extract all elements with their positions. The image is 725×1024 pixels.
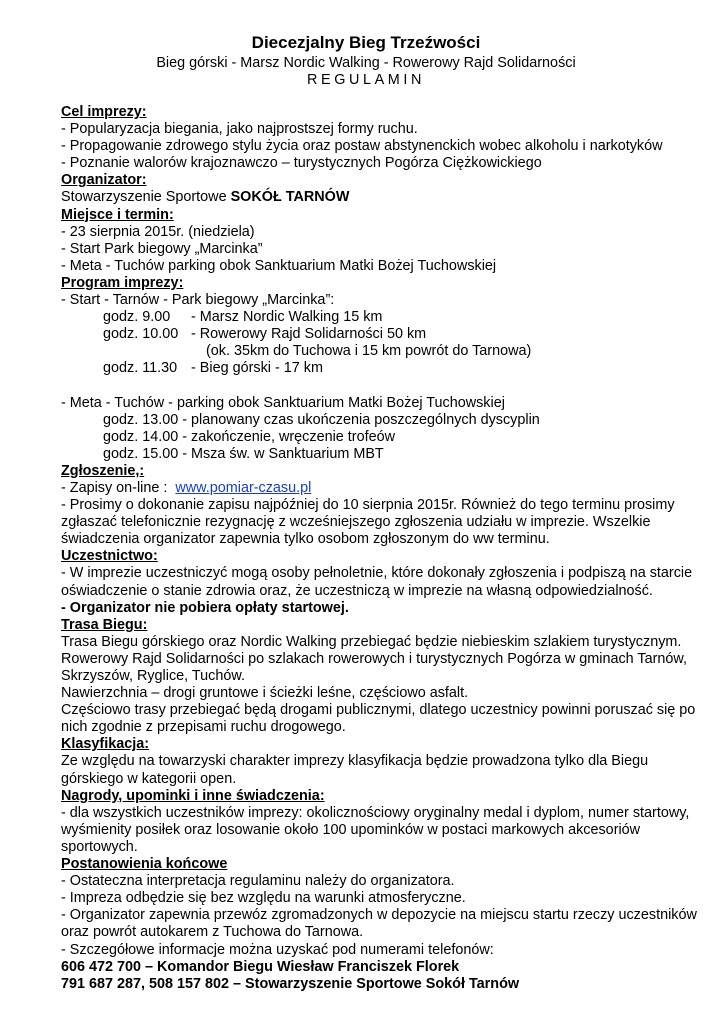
list-item: - Szczegółowe informacje można uzyskać pod numerami telefonów: [61,941,494,958]
online-registration [61,480,711,497]
list-item: - Meta - Tuchów parking obok Sanktuarium Matki Bożej Tuchowskiej [61,257,497,274]
section-zgloszenie [61,463,711,548]
schedule-text: - Rowerowy Rajd Solidarności 50 km [191,326,427,343]
classification-text: Ze względu na towarzyski charakter imprezy klasyfikacja będzie prowadzona tylko dla Biegu górskiego w kategorii open. [61,753,649,787]
section-trasa [61,617,711,737]
route-paragraph: Nawierzchnia – drogi gruntowe i ścieżki leśne, częściowo asfalt. [61,685,469,702]
section-heading: Miejsce i termin: [61,206,174,223]
section-heading: Organizator: [61,172,147,189]
organizer-name: SOKÓŁ TARNÓW [230,189,350,206]
document-header [61,32,671,89]
schedule-item [61,326,711,343]
schedule-text: - Marsz Nordic Walking 15 km [191,309,383,326]
document [61,32,711,993]
list-item: - Ostateczna interpretacja regulaminu należy do organizatora. [61,873,455,890]
document-subtitle: Bieg górski - Marsz Nordic Walking - Rowerowy Rajd Solidarności [156,55,576,71]
schedule-text: - Bieg górski - 17 km [191,360,323,377]
route-paragraph: Trasa Biegu górskiego oraz Nordic Walking przebiegać będzie niebieskim szlakiem turystycznym. Rowerowy Rajd Solidarności po szlakach rowerowych i turystycznych Pogórza w gminach Tarnów, Skrzyszów, Ryglice, Tuchów. [61,633,687,684]
contact-line: 606 472 700 – Komandor Biegu Wiesław Franciszek Florek [61,958,460,975]
section-miejsce [61,207,711,275]
section-uczestnictwo [61,548,711,616]
list-item: - Poznanie walorów krajoznawczo – turystycznych Pogórza Ciężkowickiego [61,155,542,172]
list-item: - Start Park biegowy „Marcinka” [61,240,263,257]
schedule-note: (ok. 35km do Tuchowa i 15 km powrót do Tarnowa) [206,343,532,360]
schedule-time: godz. 11.30 [103,360,178,377]
program-start: - Start - Tarnów - Park biegowy „Marcinka”: [61,292,335,309]
organizer-prefix: Stowarzyszenie Sportowe [61,189,231,206]
section-klasyfikacja [61,736,711,787]
route-paragraph: Częściowo trasy przebiegać będą drogami publicznymi, dlatego uczestnicy powinni poruszać się po nich zgodnie z przepisami ruchu drogowego. [61,702,696,736]
schedule-time: godz. 10.00 [103,326,179,343]
schedule-time: godz. 9.00 [103,309,171,326]
section-program [61,275,711,463]
list-item: - Impreza odbędzie się bez względu na warunki atmosferyczne. [61,890,466,907]
schedule-item: godz. 15.00 - Msza św. w Sanktuarium MBT [103,445,384,462]
list-item: - Popularyzacja biegania, jako najprostszej formy ruchu. [61,121,418,138]
regulamin-label: REGULAMIN [307,72,425,88]
registration-link[interactable]: www.pomiar-czasu.pl [175,479,312,496]
list-item: - Propagowanie zdrowego stylu życia oraz postaw abstynenckich wobec alkoholu i narkotyków [61,138,663,155]
awards-text: - dla wszystkich uczestników imprezy: okolicznościowy oryginalny medal i dyplom, numer startowy, wyśmienity posiłek oraz losowanie około 100 upominków w postaci markowych akcesoriów sportowych. [61,804,690,855]
registration-text: - Prosimy o dokonanie zapisu najpóźniej do 10 sierpnia 2015r. Również do tego terminu prosimy zgłaszać telefonicznie rezygnację z wcześniejszego zgłoszenia udziału w imprezie. Wszelkie świadczenia organizator zapewnia tylko osobom zgłoszonym do ww terminu. [61,497,675,548]
list-item: - 23 sierpnia 2015r. (niedziela) [61,223,255,240]
section-heading: Postanowienia końcowe [61,856,228,873]
section-organizator [61,172,711,206]
section-heading: Cel imprezy: [61,104,147,120]
section-heading: Nagrody, upominki i inne świadczenia: [61,787,325,804]
schedule-item: godz. 14.00 - zakończenie, wręczenie trofeów [103,428,395,445]
online-prefix: - Zapisy on-line : [61,479,176,496]
participation-text: - W imprezie uczestniczyć mogą osoby pełnoletnie, które dokonały zgłoszenia i podpiszą na starcie oświadczenie o stanie zdrowia oraz, że uczestniczą w imprezie na własną odpowiedzialność. [61,565,693,599]
contact-line: 791 687 287, 508 157 802 – Stowarzyszenie Sportowe Sokół Tarnów [61,975,520,992]
schedule-item [61,309,711,326]
program-meta: - Meta - Tuchów - parking obok Sanktuarium Matki Bożej Tuchowskiej [61,394,505,411]
list-item: - Organizator zapewnia przewóz zgromadzonych w depozycie na miejscu startu rzeczy uczestników oraz powrót autokarem z Tuchowa do Tarnowa. [61,907,697,941]
section-heading: Program imprezy: [61,274,184,291]
organizer-line [61,189,711,206]
section-nagrody [61,788,711,856]
section-heading: Klasyfikacja: [61,736,149,753]
schedule-item [61,360,711,377]
section-postanowienia [61,856,711,993]
document-title: Diecezjalny Bieg Trzeźwości [251,33,481,52]
schedule-item: godz. 13.00 - planowany czas ukończenia poszczególnych dyscyplin [103,411,540,428]
no-fee-note: - Organizator nie pobiera opłaty startowej. [61,599,349,616]
section-heading: Trasa Biegu: [61,616,148,633]
section-heading: Uczestnictwo: [61,548,158,565]
section-cel [61,104,711,172]
section-heading: Zgłoszenie,: [61,462,145,479]
